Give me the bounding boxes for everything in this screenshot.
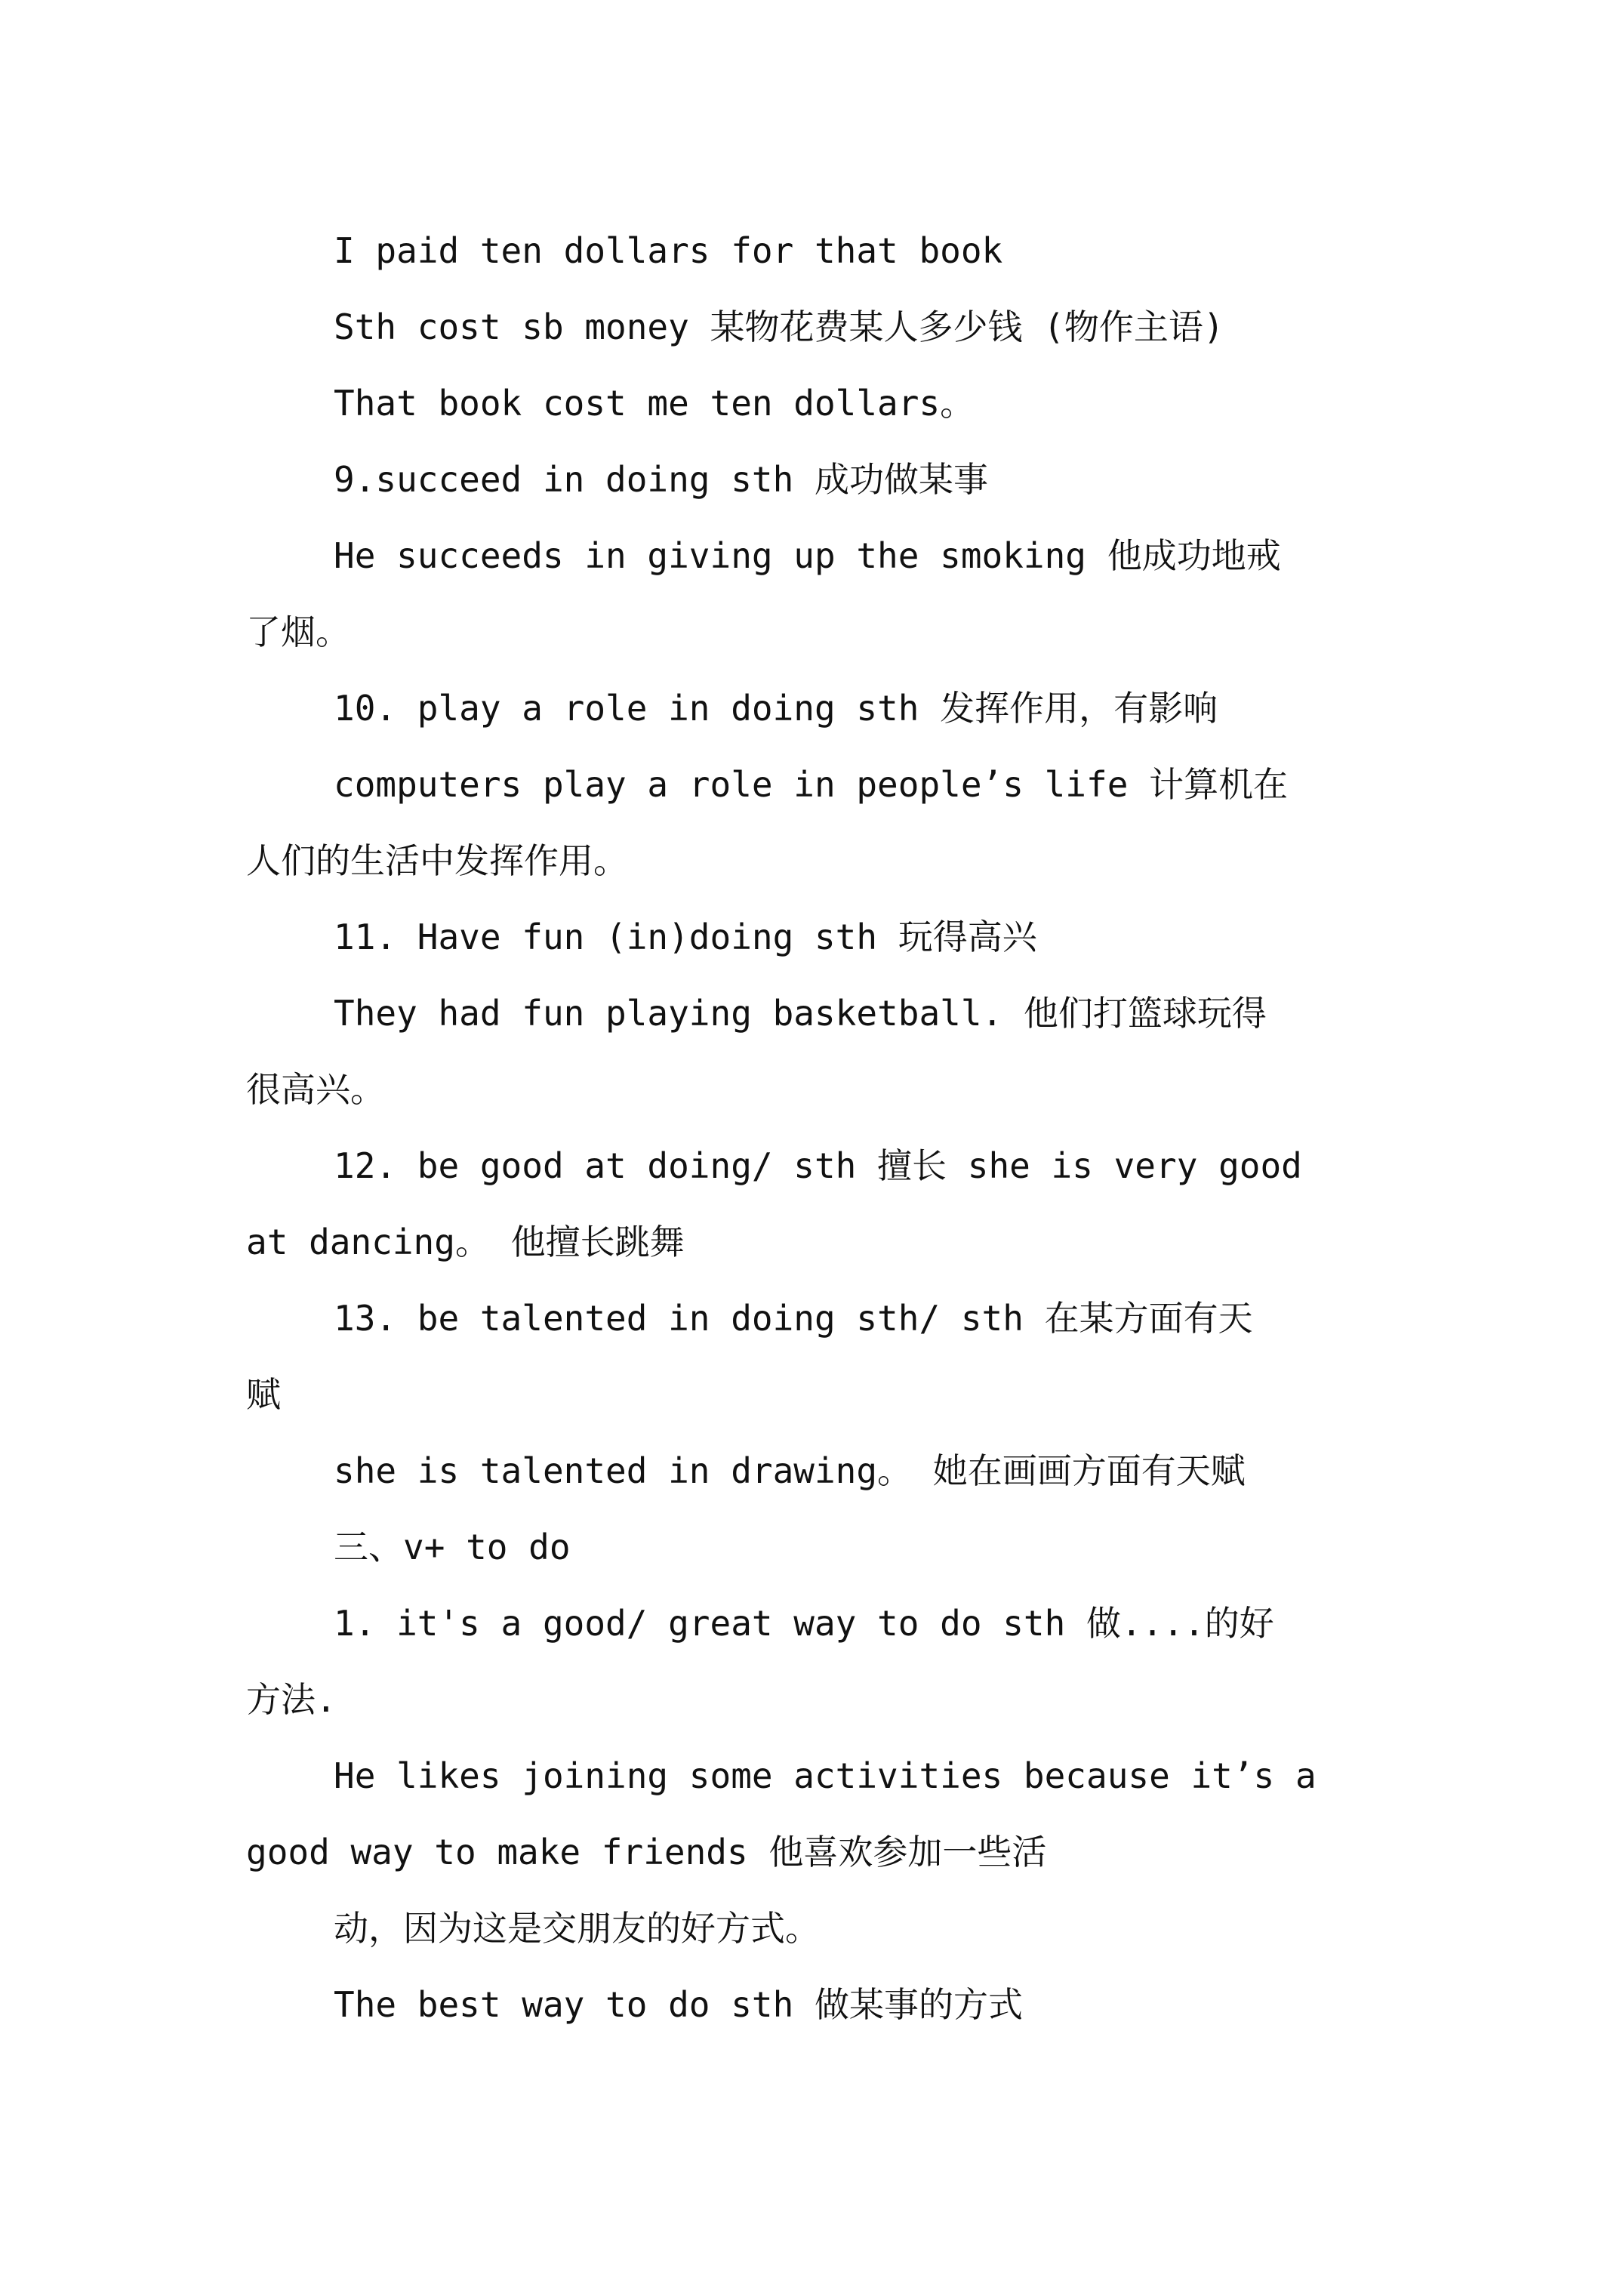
text-line: computers play a role in people’s life 计算机在: [334, 764, 1289, 805]
text-line: at dancing。 他擅长跳舞: [246, 1222, 685, 1262]
text-line: 12. be good at doing/ sth 擅长 she is very good: [334, 1145, 1302, 1186]
text-line: They had fun playing basketball. 他们打篮球玩得: [334, 993, 1267, 1034]
text-line: 11. Have fun (in)doing sth 玩得高兴: [334, 917, 1037, 957]
text-line: 了烟。: [246, 612, 350, 652]
text-line: 很高兴。: [246, 1069, 385, 1110]
text-line: 10. play a role in doing sth 发挥作用，有影响: [334, 688, 1218, 729]
text-line: 13. be talented in doing sth/ sth 在某方面有天: [334, 1298, 1253, 1339]
text-line: He likes joining some activities because it’s a: [334, 1755, 1317, 1796]
document-body: [246, 213, 1378, 2043]
text-line: 方法.: [246, 1679, 337, 1720]
text-line: 9.succeed in doing sth 成功做某事: [334, 459, 988, 500]
text-line: 赋: [246, 1374, 281, 1415]
text-line: 动，因为这是交朋友的好方式。: [334, 1908, 820, 1949]
text-line: The best way to do sth 做某事的方式: [334, 1984, 1023, 2025]
text-line: 三、v+ to do: [334, 1527, 571, 1567]
text-line: Sth cost sb money 某物花费某人多少钱 (物作主语): [334, 307, 1224, 347]
text-line: good way to make friends 他喜欢参加一些活: [246, 1832, 1047, 1872]
text-line: 人们的生活中发挥作用。: [246, 840, 628, 881]
text-line: He succeeds in giving up the smoking 他成功地戒: [334, 535, 1281, 576]
text-line: 1. it's a good/ great way to do sth 做....的好: [334, 1603, 1274, 1644]
text-line: I paid ten dollars for that book: [334, 230, 1003, 271]
text-line: she is talented in drawing。 她在画画方面有天赋: [334, 1450, 1246, 1491]
text-line: That book cost me ten dollars。: [334, 383, 975, 424]
